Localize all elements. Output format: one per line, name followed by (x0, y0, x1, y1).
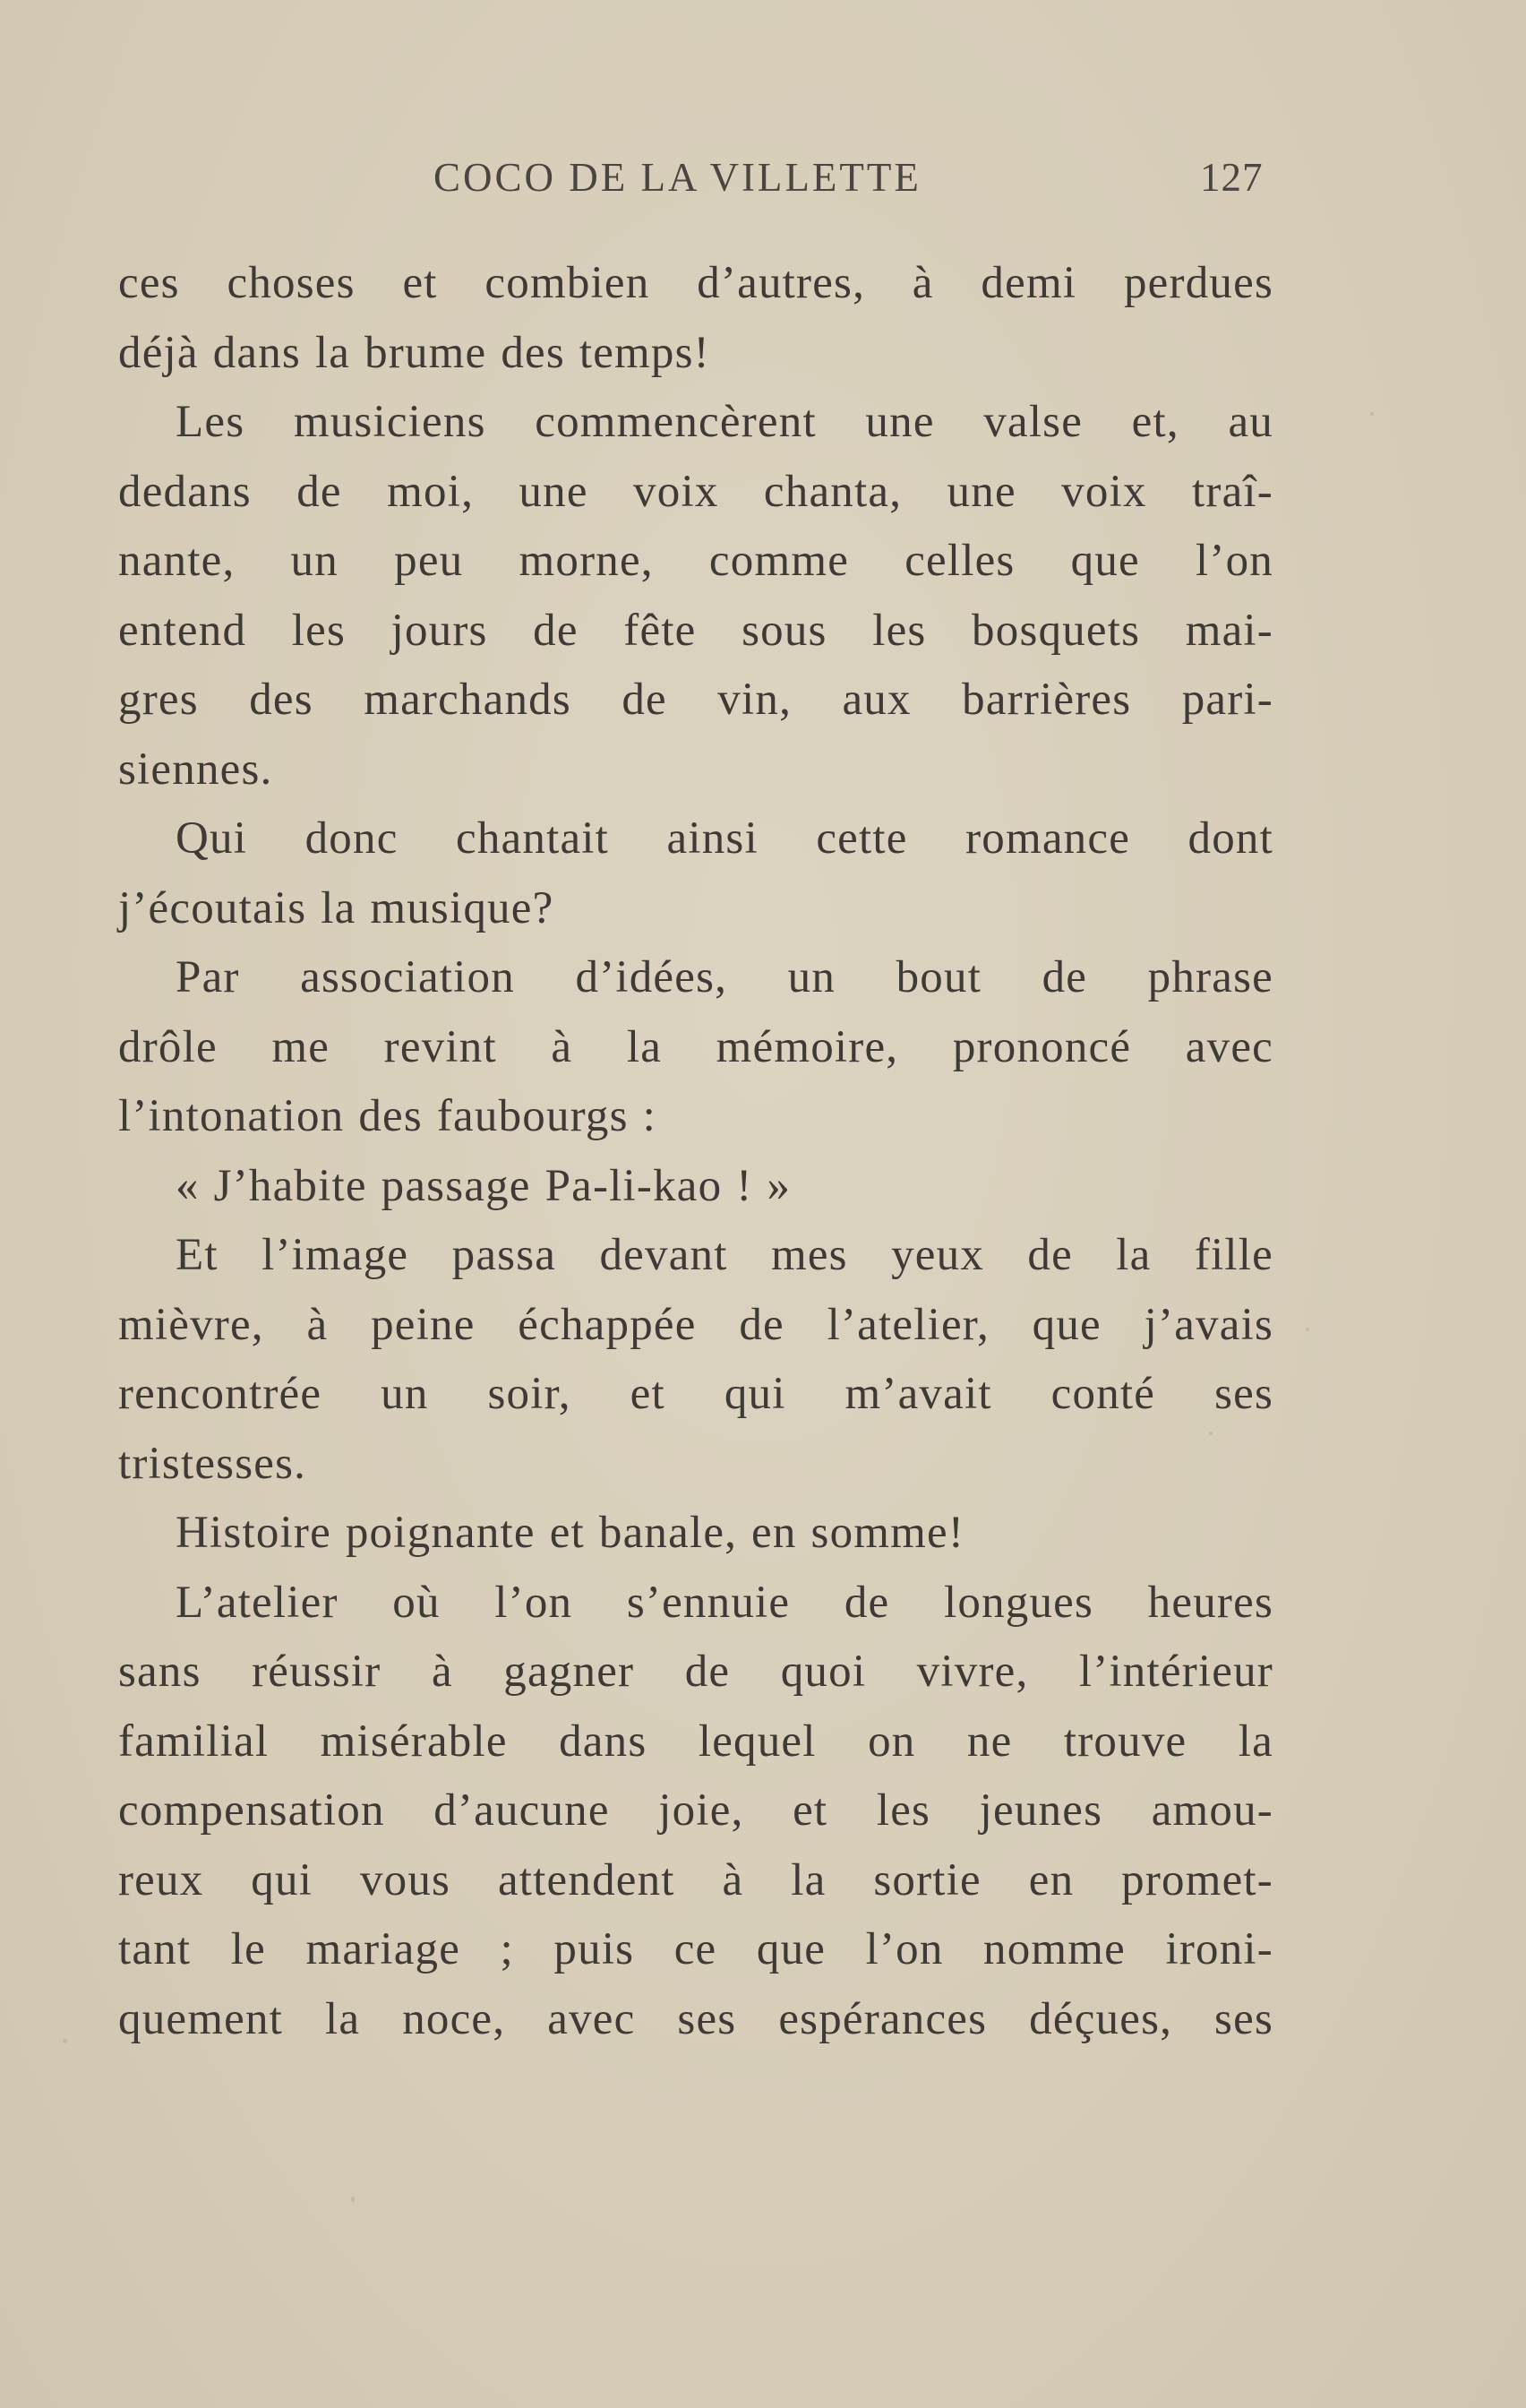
text-line: gres des marchands de vin, aux barrières pari- (118, 675, 1273, 725)
text-line: nante, un peu morne, comme celles que l’on (118, 536, 1273, 586)
text-line: rencontrée un soir, et qui m’avait conté ses (118, 1369, 1273, 1419)
text-line: « J’habite passage Pa-li-kao ! » (176, 1160, 792, 1211)
text-line: l’intonation des faubourgs : (118, 1091, 656, 1141)
text-line: familial misérable dans lequel on ne trouve la (118, 1716, 1273, 1767)
page-number: 127 (1200, 155, 1264, 200)
paper-speck (1209, 1432, 1213, 1435)
paper-speck (63, 2039, 67, 2043)
text-line: compensation d’aucune joie, et les jeunes amou- (118, 1785, 1273, 1836)
text-line: tant le mariage ; puis ce que l’on nomme ironi- (118, 1924, 1273, 1974)
running-title: COCO DE LA VILLETTE (433, 155, 922, 200)
text-line: Qui donc chantait ainsi cette romance dont (176, 813, 1273, 864)
paper-speck (1370, 412, 1374, 416)
paper-speck (351, 2197, 355, 2202)
body-text (118, 249, 1273, 2054)
paper-speck (1306, 1328, 1309, 1331)
text-line: Et l’image passa devant mes yeux de la fille (176, 1230, 1273, 1280)
text-line: Histoire poignante et banale, en somme! (176, 1508, 965, 1558)
text-line: j’écoutais la musique? (118, 882, 554, 933)
text-line: ces choses et combien d’autres, à demi perdues (118, 258, 1273, 308)
text-line: entend les jours de fête sous les bosquets mai- (118, 605, 1273, 656)
text-line: mièvre, à peine échappée de l’atelier, que j’avais (118, 1299, 1273, 1350)
running-head (0, 154, 1526, 208)
text-line: reux qui vous attendent à la sortie en promet- (118, 1854, 1273, 1905)
text-line: sans réussir à gagner de quoi vivre, l’intérieur (118, 1647, 1273, 1697)
text-line: tristesses. (118, 1438, 307, 1489)
text-line: Les musiciens commencèrent une valse et, au (176, 397, 1273, 447)
text-line: siennes. (118, 744, 273, 795)
text-line: Par association d’idées, un bout de phrase (176, 952, 1273, 1002)
text-line: L’atelier où l’on s’ennuie de longues heures (176, 1577, 1273, 1628)
text-line: quement la noce, avec ses espérances déçues, ses (118, 1993, 1273, 2044)
text-line: dedans de moi, une voix chanta, une voix traî- (118, 466, 1273, 517)
text-line: déjà dans la brume des temps! (118, 327, 710, 378)
text-line: drôle me revint à la mémoire, prononcé avec (118, 1021, 1273, 1072)
